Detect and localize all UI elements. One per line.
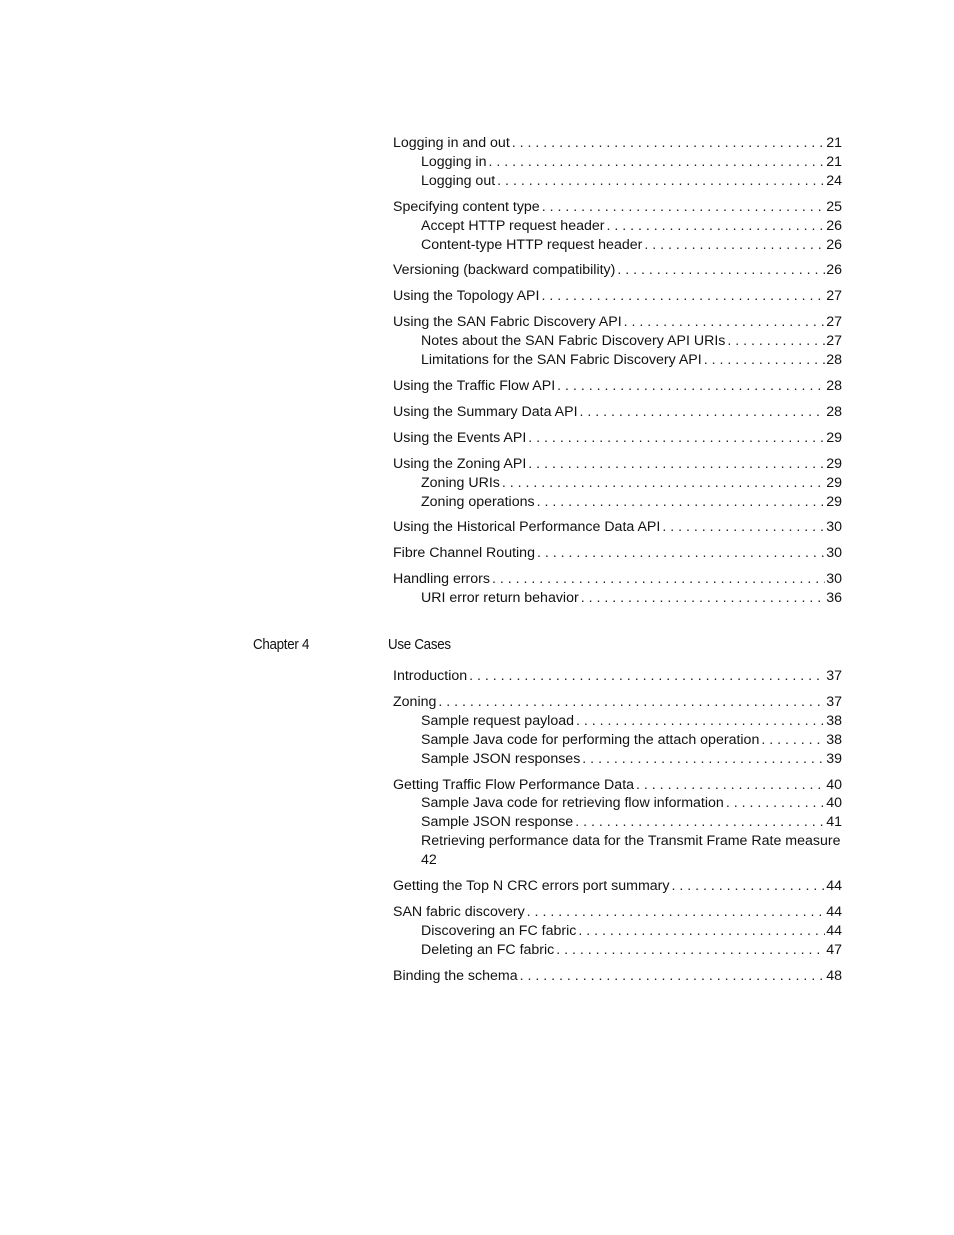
toc-group xyxy=(393,455,842,512)
toc-sub-entry[interactable] xyxy=(393,832,861,870)
toc-entry-title: Sample request payload xyxy=(421,712,575,729)
toc-group xyxy=(393,261,842,280)
toc-group xyxy=(393,877,842,896)
toc-entry-title: Handling errors xyxy=(393,571,490,588)
toc-entry[interactable] xyxy=(393,693,842,712)
toc-page-number: 24 xyxy=(826,172,842,189)
toc-page-number: 40 xyxy=(826,776,842,793)
toc-page-number: 25 xyxy=(826,198,842,215)
toc-sub-entry[interactable] xyxy=(393,922,842,941)
toc-sub-entry[interactable] xyxy=(393,750,842,769)
toc-group xyxy=(393,429,842,448)
dot-leader xyxy=(702,351,826,370)
toc-entry[interactable] xyxy=(393,877,842,896)
toc-entry-title: Logging in xyxy=(421,153,487,170)
toc-group xyxy=(393,518,842,537)
toc-sub-entry[interactable] xyxy=(393,794,842,813)
toc-entry-title: Binding the schema xyxy=(393,967,518,984)
toc-entry[interactable] xyxy=(393,313,842,332)
toc-sub-entry[interactable] xyxy=(393,236,842,255)
toc-page-number: 21 xyxy=(826,135,842,151)
dot-leader xyxy=(576,922,825,941)
toc-entry-title: Accept HTTP request header xyxy=(421,217,605,234)
dot-leader xyxy=(436,693,825,712)
chapter-title: Use Cases xyxy=(388,637,451,653)
toc-page-number: 29 xyxy=(826,474,842,491)
toc-entry-title: Using the Zoning API xyxy=(393,455,527,472)
toc-group xyxy=(393,776,842,871)
toc-entry-title: Sample Java code for retrieving flow information xyxy=(421,795,724,812)
toc-entry[interactable] xyxy=(393,377,842,396)
toc-page-number: 30 xyxy=(826,519,842,536)
toc-page-number: 42 xyxy=(421,852,437,869)
toc-group xyxy=(393,544,842,563)
toc-group xyxy=(393,313,842,370)
dot-leader xyxy=(642,236,825,255)
toc-sub-entry[interactable] xyxy=(393,813,842,832)
toc-sub-entry[interactable] xyxy=(393,217,842,236)
toc-page-number: 26 xyxy=(826,217,842,234)
toc-entry-title: Logging out xyxy=(421,172,496,189)
toc-page-number: 44 xyxy=(826,922,842,939)
toc-entry-title: Notes about the SAN Fabric Discovery API URIs xyxy=(421,333,726,350)
toc-sub-entry[interactable] xyxy=(393,332,842,351)
toc-page-number: 27 xyxy=(826,333,842,350)
toc-entry-title: Retrieving performance data for the Transmit Frame Rate measure xyxy=(421,833,841,850)
toc-page-number: 27 xyxy=(826,288,842,305)
toc-page-number: 36 xyxy=(826,590,842,607)
dot-leader xyxy=(622,313,826,332)
toc-entry[interactable] xyxy=(393,429,842,448)
dot-leader xyxy=(574,712,825,731)
toc-entry-title: Zoning URIs xyxy=(421,474,500,491)
toc-page-number: 41 xyxy=(826,814,842,831)
dot-leader xyxy=(490,570,825,589)
toc-entry-title: Getting Traffic Flow Performance Data xyxy=(393,776,635,793)
toc-section-chapter-3 xyxy=(393,134,842,615)
toc-page-number: 28 xyxy=(826,377,842,394)
chapter-number: Chapter 4 xyxy=(253,637,310,653)
toc-page-number: 37 xyxy=(826,668,842,684)
toc-entry-title: Using the Summary Data API xyxy=(393,403,578,420)
toc-entry-title: Specifying content type xyxy=(393,198,540,215)
toc-sub-entry[interactable] xyxy=(393,731,842,750)
toc-group xyxy=(393,403,842,422)
toc-entry[interactable] xyxy=(393,261,842,280)
toc-entry[interactable] xyxy=(393,776,842,795)
dot-leader xyxy=(634,776,825,795)
dot-leader xyxy=(615,261,825,280)
dot-leader xyxy=(467,667,825,686)
toc-page-number: 29 xyxy=(826,493,842,510)
toc-entry-title: SAN fabric discovery xyxy=(393,903,525,920)
toc-entry[interactable] xyxy=(393,455,842,474)
toc-group xyxy=(393,667,842,686)
dot-leader xyxy=(539,287,825,306)
dot-leader xyxy=(724,794,825,813)
toc-entry[interactable] xyxy=(393,967,842,986)
dot-leader xyxy=(495,172,825,191)
dot-leader xyxy=(759,731,825,750)
dot-leader xyxy=(526,429,825,448)
toc-entry-title: Limitations for the SAN Fabric Discovery API xyxy=(421,352,702,369)
toc-page-number: 29 xyxy=(826,455,842,472)
toc-entry[interactable] xyxy=(393,667,842,686)
toc-entry-title: Logging in and out xyxy=(393,135,510,151)
toc-entry-title: Getting the Top N CRC errors port summary xyxy=(393,878,670,895)
toc-page-number: 39 xyxy=(826,750,842,767)
dot-leader xyxy=(526,455,825,474)
toc-page-number: 47 xyxy=(826,941,842,958)
toc-sub-entry[interactable] xyxy=(393,589,842,608)
toc-entry-title: Using the Topology API xyxy=(393,288,540,305)
toc-page-number: 48 xyxy=(826,967,842,984)
dot-leader xyxy=(555,377,825,396)
dot-leader xyxy=(725,332,825,351)
toc-page-number: 38 xyxy=(826,731,842,748)
toc-group xyxy=(393,198,842,255)
toc-page-number: 44 xyxy=(826,903,842,920)
toc-entry[interactable] xyxy=(393,518,842,537)
toc-sub-entry[interactable] xyxy=(393,941,842,960)
toc-entry-title: Using the Historical Performance Data API xyxy=(393,519,661,536)
toc-entry-title: URI error return behavior xyxy=(421,590,579,607)
toc-entry-title: Using the Traffic Flow API xyxy=(393,377,556,394)
dot-leader xyxy=(579,589,826,608)
dot-leader xyxy=(540,198,826,217)
dot-leader xyxy=(518,967,826,986)
toc-sub-entry[interactable] xyxy=(393,493,842,512)
toc-entry-title: Using the Events API xyxy=(393,429,527,446)
toc-group xyxy=(393,967,842,986)
dot-leader xyxy=(535,544,825,563)
dot-leader xyxy=(500,474,825,493)
toc-entry[interactable] xyxy=(393,544,842,563)
toc-group xyxy=(393,570,842,608)
toc-entry[interactable] xyxy=(393,287,842,306)
toc-sub-entry[interactable] xyxy=(393,351,842,370)
toc-entry-title: Discovering an FC fabric xyxy=(421,922,577,939)
toc-page-number: 28 xyxy=(826,403,842,420)
toc-entry-title: Fibre Channel Routing xyxy=(393,545,535,562)
dot-leader xyxy=(554,941,825,960)
dot-leader xyxy=(660,518,825,537)
dot-leader xyxy=(535,493,826,512)
toc-page-number: 26 xyxy=(826,262,842,279)
toc-group xyxy=(393,377,842,396)
toc-entry[interactable] xyxy=(393,903,842,922)
toc-group xyxy=(393,134,842,191)
toc-page-number: 38 xyxy=(826,712,842,729)
toc-sub-entry[interactable] xyxy=(393,712,842,731)
dot-leader xyxy=(580,750,825,769)
toc-page-number: 44 xyxy=(826,878,842,895)
toc-entry[interactable] xyxy=(393,198,842,217)
dot-leader xyxy=(486,153,825,172)
toc-group xyxy=(393,693,842,769)
toc-entry-title: Versioning (backward compatibility) xyxy=(393,262,616,279)
toc-page-number: 30 xyxy=(826,571,842,588)
dot-leader xyxy=(525,903,826,922)
dot-leader xyxy=(669,877,825,896)
toc-entry-title: Content-type HTTP request header xyxy=(421,236,643,253)
toc-entry-title: Introduction xyxy=(393,668,468,684)
toc-page-number: 28 xyxy=(826,352,842,369)
toc-sub-entry[interactable] xyxy=(393,172,842,191)
toc-entry-title: Zoning operations xyxy=(421,493,535,510)
toc-section-chapter-4 xyxy=(393,667,842,993)
toc-page-number: 37 xyxy=(826,693,842,710)
toc-page-number: 26 xyxy=(826,236,842,253)
toc-page-number: 30 xyxy=(826,545,842,562)
toc-page-number: 29 xyxy=(826,429,842,446)
toc-entry-title: Sample JSON responses xyxy=(421,750,581,767)
toc-page-number: 27 xyxy=(826,314,842,331)
toc-entry[interactable] xyxy=(393,134,842,153)
dot-leader xyxy=(604,217,825,236)
toc-entry[interactable] xyxy=(393,570,842,589)
dot-leader xyxy=(510,134,825,153)
dot-leader xyxy=(573,813,825,832)
toc-sub-entry[interactable] xyxy=(393,474,842,493)
toc-group xyxy=(393,287,842,306)
toc-page-number: 21 xyxy=(826,153,842,170)
dot-leader xyxy=(578,403,826,422)
toc-page-number: 40 xyxy=(826,795,842,812)
toc-sub-entry[interactable] xyxy=(393,153,842,172)
toc-entry-title: Zoning xyxy=(393,693,437,710)
toc-entry-title: Sample Java code for performing the attach operation xyxy=(421,731,760,748)
toc-entry-title: Using the SAN Fabric Discovery API xyxy=(393,314,622,331)
toc-entry-title: Sample JSON response xyxy=(421,814,574,831)
toc-entry-title: Deleting an FC fabric xyxy=(421,941,555,958)
toc-group xyxy=(393,903,842,960)
toc-entry[interactable] xyxy=(393,403,842,422)
